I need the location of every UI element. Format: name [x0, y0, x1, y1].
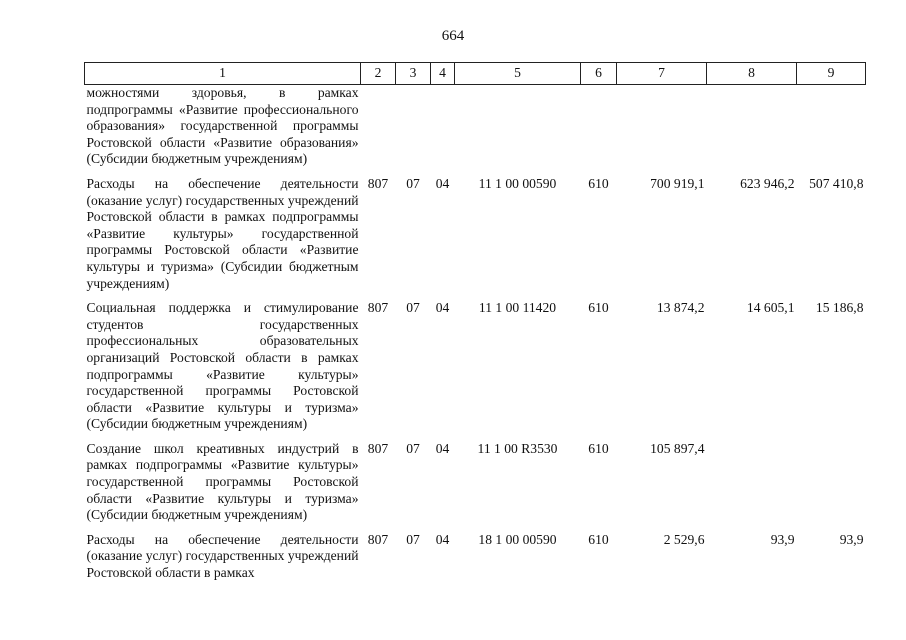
column-header: 9 — [797, 63, 866, 85]
amount-year-3 — [797, 436, 866, 527]
column-header: 5 — [455, 63, 581, 85]
amount-year-3 — [797, 85, 866, 171]
table-row — [85, 527, 866, 585]
subsection-code: 04 — [435, 175, 450, 191]
expense-type-code: 610 — [588, 531, 609, 547]
ministry-code: 807 — [367, 175, 389, 191]
target-article-code: 11 1 00 R3530 — [477, 440, 558, 456]
subsection-code: 04 — [435, 531, 450, 547]
amount-year-1: 700 919,1 — [650, 175, 705, 191]
row-description: Расходы на обеспечение деятельности (оказание услуг) государственных учреждений Ростовской области в рамках — [86, 531, 359, 581]
amount-year-2 — [707, 436, 797, 527]
table-row — [85, 295, 866, 436]
column-header: 7 — [617, 63, 707, 85]
amount-year-2 — [707, 85, 797, 171]
section-code: 07 — [406, 531, 420, 547]
amount-year-1: 13 874,2 — [656, 300, 705, 316]
amount-year-1 — [617, 85, 707, 171]
section-code — [396, 85, 431, 171]
target-article-code: 11 1 00 00590 — [478, 175, 557, 191]
subsection-code: 04 — [435, 440, 450, 456]
table-header-row — [85, 63, 866, 85]
amount-year-2: 623 946,2 — [740, 175, 795, 191]
section-code: 07 — [406, 175, 420, 191]
column-header: 8 — [707, 63, 797, 85]
column-header: 4 — [431, 63, 455, 85]
target-article-code: 11 1 00 11420 — [478, 300, 557, 316]
page-number: 664 — [441, 28, 465, 44]
budget-table — [84, 62, 866, 585]
amount-year-3: 507 410,8 — [809, 175, 864, 191]
ministry-code — [361, 85, 396, 171]
row-description: можностями здоровья, в рамках подпрограммы «Развитие профессионального образования» государственной программы Ростовской области «Развитие образования» (Субсидии бюджетным учреждениям) — [86, 85, 359, 167]
amount-year-1: 2 529,6 — [663, 531, 705, 547]
row-description: Создание школ креативных индустрий в рамках подпрограммы «Развитие культуры» государственной программы Ростовской области «Развитие культуры и туризма» (Субсидии бюджетным учреждениям) — [86, 440, 359, 523]
table-row — [85, 436, 866, 527]
expense-type-code — [581, 85, 617, 171]
target-article-code: 18 1 00 00590 — [478, 531, 557, 547]
ministry-code: 807 — [367, 300, 389, 316]
amount-year-3: 15 186,8 — [815, 300, 864, 316]
target-article-code — [455, 85, 581, 171]
expense-type-code: 610 — [588, 175, 609, 191]
amount-year-3: 93,9 — [839, 531, 864, 547]
amount-year-1: 105 897,4 — [650, 440, 705, 456]
expense-type-code: 610 — [588, 440, 609, 456]
subsection-code — [431, 85, 455, 171]
column-header: 3 — [396, 63, 431, 85]
section-code: 07 — [406, 300, 420, 316]
column-header: 2 — [361, 63, 396, 85]
amount-year-2: 93,9 — [770, 531, 795, 547]
table-row — [85, 85, 866, 171]
expense-type-code: 610 — [588, 300, 609, 316]
table-row — [85, 171, 866, 295]
column-header: 1 — [85, 63, 361, 85]
subsection-code: 04 — [435, 300, 450, 316]
column-header: 6 — [581, 63, 617, 85]
ministry-code: 807 — [367, 531, 389, 547]
section-code: 07 — [406, 440, 420, 456]
amount-year-2: 14 605,1 — [746, 300, 795, 316]
row-description: Социальная поддержка и стимулирование студентов государственных профессиональных образовательных организаций Ростовской области в рамках подпрограммы «Развитие культуры» государственной программы Ростовской области «Развитие культуры и туризма» (Субсидии бюджетным учреждениям) — [86, 300, 359, 432]
row-description: Расходы на обеспечение деятельности (оказание услуг) государственных учреждений Ростовской области в рамках подпрограммы «Развитие культуры» государственной программы Ростовской области «Развитие культуры и туризма» (Субсидии бюджетным учреждениям) — [86, 175, 359, 291]
ministry-code: 807 — [367, 440, 389, 456]
